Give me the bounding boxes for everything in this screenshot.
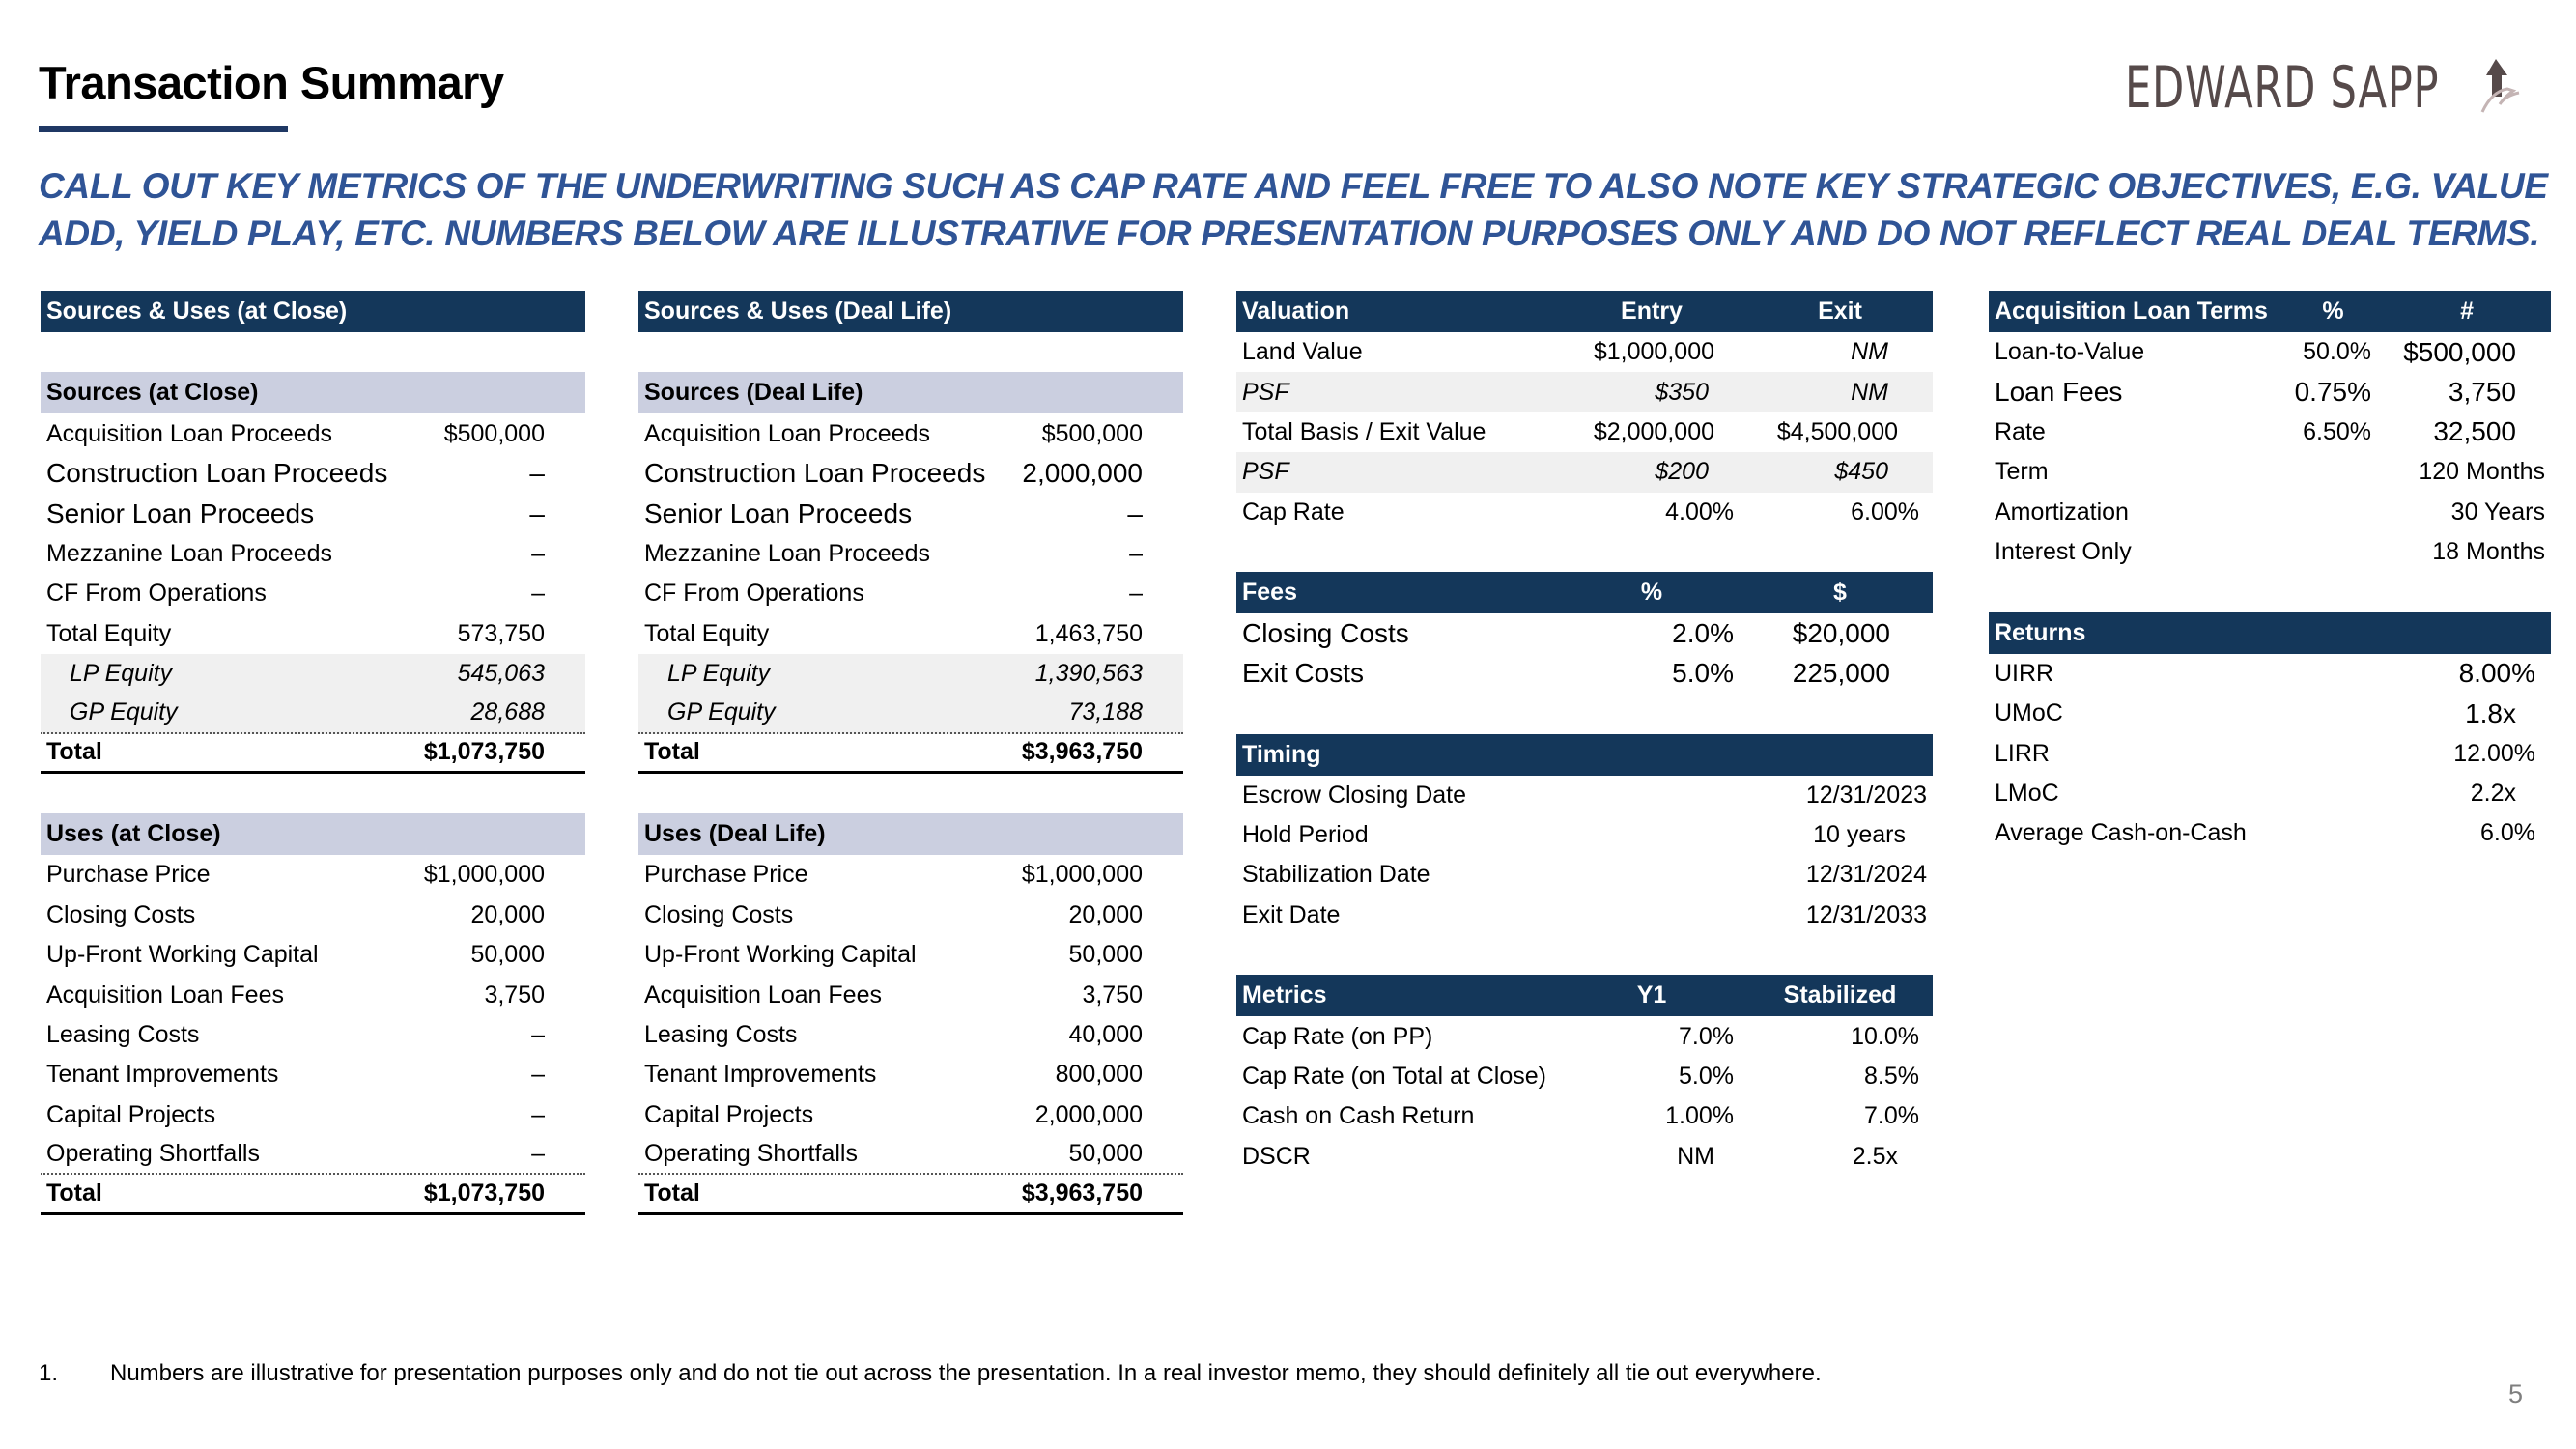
su-life-title: Sources & Uses (Deal Life)	[644, 298, 952, 325]
su-life-uses-0-value: $1,000,000	[1021, 861, 1143, 889]
returns-rows-1-value: 1.8x	[2465, 697, 2516, 728]
su-life-sources-3-label: Mezzanine Loan Proceeds	[644, 539, 931, 567]
table-row	[41, 1135, 585, 1175]
su-close-uses-total-value: $1,073,750	[423, 1179, 545, 1208]
su-life-uses-7-value: 50,000	[1068, 1140, 1143, 1168]
brand-name: EDWARD SAPP	[2125, 54, 2440, 122]
valuation-column	[1236, 291, 1933, 1177]
metrics-rows-2-y1: 1.00%	[1665, 1102, 1734, 1130]
total-row	[41, 1175, 585, 1214]
table-row	[41, 1095, 585, 1135]
su-close-sources-7-label: GP Equity	[70, 698, 178, 726]
table-row	[638, 895, 1183, 935]
loan-terms-rows-3-num: 120 Months	[2419, 458, 2545, 486]
su-life-uses-4-label: Leasing Costs	[644, 1021, 798, 1049]
table-row	[1236, 654, 1933, 694]
metrics-rows-3-label: DSCR	[1242, 1142, 1311, 1170]
su-life-sources-3-value: –	[1129, 539, 1143, 567]
loan-terms-rows-0-pct: 50.0%	[2303, 338, 2371, 366]
table-row	[638, 413, 1183, 453]
loan-terms-title: Acquisition Loan Terms	[1995, 298, 2268, 325]
table-row	[638, 454, 1183, 494]
fees-rows-1-amt: 225,000	[1792, 658, 1890, 689]
su-life-sources-2-value: –	[1127, 497, 1143, 528]
valuation-rows-2-label: Total Basis / Exit Value	[1242, 417, 1486, 445]
metrics-rows-1-y1: 5.0%	[1679, 1063, 1734, 1091]
valuation-title: Valuation	[1242, 298, 1350, 325]
su-life-uses-6-value: 2,000,000	[1034, 1100, 1143, 1128]
timing-header	[1236, 734, 1933, 776]
su-life-uses-5-value: 800,000	[1055, 1061, 1143, 1089]
su-close-sources-3-value: –	[531, 539, 545, 567]
table-row	[638, 534, 1183, 574]
table-row	[41, 935, 585, 975]
valuation-rows-1-label: PSF	[1242, 378, 1289, 406]
returns-rows-0-label: UIRR	[1995, 659, 2054, 687]
su-life-uses-5-label: Tenant Improvements	[644, 1061, 877, 1089]
returns-rows-1-label: UMoC	[1995, 699, 2063, 727]
table-row	[638, 975, 1183, 1014]
su-life-sources-6-value: 1,390,563	[1034, 659, 1143, 687]
valuation-rows-3-entry: $200	[1655, 458, 1709, 486]
loan-terms-col1: %	[2322, 298, 2344, 325]
table-row	[1236, 1137, 1933, 1177]
loan-terms-rows-3-label: Term	[1995, 458, 2049, 486]
loan-terms-rows-2-num: 32,500	[2433, 416, 2516, 447]
footnote-number: 1.	[39, 1360, 59, 1386]
metrics-rows-0-y1: 7.0%	[1679, 1022, 1734, 1050]
valuation-rows-4-exit: 6.00%	[1851, 497, 1919, 526]
timing-rows-0-value: 12/31/2023	[1805, 781, 1927, 809]
table-row	[1236, 1057, 1933, 1096]
section-header	[41, 813, 585, 855]
loan-terms-header	[1989, 291, 2551, 332]
table-row	[638, 1015, 1183, 1055]
su-close-uses-3-value: 3,750	[484, 980, 545, 1009]
su-life-uses-2-label: Up-Front Working Capital	[644, 941, 917, 969]
table-row	[41, 454, 585, 494]
table-row	[1236, 372, 1933, 412]
table-row	[41, 694, 585, 733]
section-header	[638, 813, 1183, 855]
table-row	[1236, 493, 1933, 532]
su-close-uses-0-value: $1,000,000	[423, 861, 545, 889]
su-life-sources-2-label: Senior Loan Proceeds	[644, 497, 913, 528]
su-life-sources-total-value: $3,963,750	[1021, 738, 1143, 766]
su-life-uses-total-value: $3,963,750	[1021, 1179, 1143, 1208]
table-row	[638, 494, 1183, 533]
table-row	[1989, 372, 2551, 412]
su-close-sources-5-value: 573,750	[457, 619, 545, 647]
returns-rows-4-label: Average Cash-on-Cash	[1995, 819, 2247, 847]
metrics-rows-0-label: Cap Rate (on PP)	[1242, 1022, 1433, 1050]
table-row	[1236, 895, 1933, 935]
fees-col2: $	[1833, 579, 1847, 607]
table-row	[1989, 654, 2551, 694]
metrics-header	[1236, 975, 1933, 1016]
su-close-uses-1-label: Closing Costs	[46, 900, 196, 928]
su-close-uses-5-value: –	[531, 1061, 545, 1089]
su-close-uses-4-value: –	[531, 1021, 545, 1049]
loan-terms-rows-0-label: Loan-to-Value	[1995, 338, 2145, 366]
su-life-uses-2-value: 50,000	[1068, 941, 1143, 969]
table-row	[41, 413, 585, 453]
table-row	[1236, 332, 1933, 372]
metrics-title: Metrics	[1242, 981, 1327, 1009]
valuation-rows-4-entry: 4.00%	[1665, 497, 1734, 526]
table-row	[638, 654, 1183, 694]
su-close-sources-6-label: LP Equity	[70, 659, 173, 687]
table-row	[1236, 452, 1933, 492]
timing-rows-2-label: Stabilization Date	[1242, 861, 1430, 889]
su-life-uses-3-label: Acquisition Loan Fees	[644, 980, 882, 1009]
su-life-sources-0-label: Acquisition Loan Proceeds	[644, 419, 931, 447]
metrics-rows-3-y1: NM	[1677, 1142, 1714, 1170]
valuation-rows-2-entry: $2,000,000	[1593, 417, 1714, 445]
returns-rows-0-value: 8.00%	[2458, 658, 2535, 689]
valuation-rows-0-exit: NM	[1851, 338, 1888, 366]
table-row	[638, 1055, 1183, 1094]
su-close-uses-6-label: Capital Projects	[46, 1100, 216, 1128]
loan-terms-rows-1-label: Loan Fees	[1995, 377, 2123, 408]
timing-rows-1-value: 10 years	[1813, 821, 1906, 849]
su-life-uses-6-label: Capital Projects	[644, 1100, 814, 1128]
metrics-col2: Stabilized	[1783, 981, 1897, 1009]
fees-rows-0-label: Closing Costs	[1242, 618, 1409, 649]
loan-terms-col2: #	[2460, 298, 2475, 325]
fees-rows-0-pct: 2.0%	[1672, 618, 1734, 649]
timing-title: Timing	[1242, 740, 1321, 768]
table-row	[1989, 332, 2551, 372]
fees-header	[1236, 572, 1933, 613]
fees-col1: %	[1640, 579, 1663, 607]
table-row	[41, 895, 585, 935]
valuation-col2: Exit	[1818, 298, 1862, 325]
timing-rows-3-label: Exit Date	[1242, 900, 1341, 928]
valuation-rows-1-exit: NM	[1851, 378, 1888, 406]
returns-rows-4-value: 6.0%	[2480, 819, 2535, 847]
title-underline	[39, 126, 288, 132]
su-close-sources-2-value: –	[529, 497, 545, 528]
loan-terms-column	[1989, 291, 2551, 854]
loan-terms-rows-2-label: Rate	[1995, 417, 2046, 445]
valuation-rows-3-label: PSF	[1242, 458, 1289, 486]
table-row	[1989, 774, 2551, 813]
returns-rows-3-value: 2.2x	[2470, 780, 2516, 808]
su-life-sources-title: Sources (Deal Life)	[644, 379, 863, 407]
page-title: Transaction Summary	[39, 57, 504, 108]
su-close-sources-0-label: Acquisition Loan Proceeds	[46, 419, 333, 447]
table-row	[41, 534, 585, 574]
table-row	[638, 694, 1183, 733]
returns-rows-2-value: 12.00%	[2453, 739, 2535, 767]
su-close-uses-title: Uses (at Close)	[46, 820, 221, 848]
loan-terms-rows-4-label: Amortization	[1995, 497, 2129, 526]
su-life-sources-7-label: GP Equity	[667, 698, 776, 726]
su-close-sources-6-value: 545,063	[457, 659, 545, 687]
su-life-sources-4-value: –	[1129, 580, 1143, 608]
table-row	[1989, 694, 2551, 733]
returns-rows-2-label: LIRR	[1995, 739, 2050, 767]
su-life-sources-4-label: CF From Operations	[644, 580, 864, 608]
su-close-uses-5-label: Tenant Improvements	[46, 1061, 279, 1089]
total-row	[41, 734, 585, 774]
valuation-col1: Entry	[1621, 298, 1683, 325]
table-row	[1236, 1016, 1933, 1056]
loan-terms-rows-5-num: 18 Months	[2432, 538, 2545, 566]
su-close-title: Sources & Uses (at Close)	[46, 298, 348, 325]
sources-uses-deal-life-table	[638, 291, 1183, 1215]
fees-title: Fees	[1242, 579, 1297, 607]
section-header	[638, 372, 1183, 413]
valuation-rows-0-label: Land Value	[1242, 338, 1363, 366]
su-close-sources-total-value: $1,073,750	[423, 738, 545, 766]
su-life-sources-6-label: LP Equity	[667, 659, 771, 687]
metrics-rows-3-stab: 2.5x	[1852, 1142, 1898, 1170]
su-close-uses-6-value: –	[531, 1100, 545, 1128]
table-row	[1989, 493, 2551, 532]
su-close-uses-2-value: 50,000	[470, 941, 545, 969]
su-life-sources-1-value: 2,000,000	[1022, 458, 1143, 489]
loan-terms-rows-0-num: $500,000	[2403, 336, 2516, 367]
su-close-sources-title: Sources (at Close)	[46, 379, 259, 407]
metrics-rows-1-stab: 8.5%	[1864, 1063, 1919, 1091]
timing-rows-1-label: Hold Period	[1242, 821, 1369, 849]
valuation-rows-2-exit: $4,500,000	[1776, 417, 1898, 445]
footnote-text: Numbers are illustrative for presentation purposes only and do not tie out across the presentation. In a real investor memo, they should definitely all tie out everywhere.	[110, 1360, 1822, 1386]
returns-title: Returns	[1995, 618, 2086, 646]
timing-rows-2-value: 12/31/2024	[1805, 861, 1927, 889]
valuation-rows-3-exit: $450	[1834, 458, 1888, 486]
valuation-rows-1-entry: $350	[1655, 378, 1709, 406]
loan-terms-rows-1-pct: 0.75%	[2294, 377, 2371, 408]
valuation-header	[1236, 291, 1933, 332]
timing-rows-3-value: 12/31/2033	[1805, 900, 1927, 928]
callout-text: CALL OUT KEY METRICS OF THE UNDERWRITING SUCH AS CAP RATE AND FEEL FREE TO ALSO NOTE KEY STRATEGIC OBJECTIVES, E.G. VALUE ADD, YIELD PLAY, ETC. NUMBERS BELOW ARE ILLUSTRATIVE FOR PRESENTATION PURPOSES ONLY AND DO NOT REFLECT REAL DEAL TERMS.	[39, 166, 2548, 253]
loan-terms-rows-1-num: 3,750	[2448, 377, 2516, 408]
su-life-sources-5-value: 1,463,750	[1034, 619, 1143, 647]
table-row	[41, 1015, 585, 1055]
su-close-uses-0-label: Purchase Price	[46, 861, 211, 889]
su-life-uses-total-label: Total	[644, 1179, 700, 1208]
su-close-sources-4-value: –	[531, 580, 545, 608]
table-row	[638, 613, 1183, 653]
table-row	[1236, 613, 1933, 653]
table-row	[41, 855, 585, 895]
table-row	[1236, 855, 1933, 895]
su-close-uses-1-value: 20,000	[470, 900, 545, 928]
total-row	[638, 734, 1183, 774]
table-row	[638, 1095, 1183, 1135]
table-header	[638, 291, 1183, 332]
table-row	[41, 1055, 585, 1094]
su-life-sources-total-label: Total	[644, 738, 700, 766]
returns-header	[1989, 612, 2551, 654]
su-close-uses-7-label: Operating Shortfalls	[46, 1140, 260, 1168]
table-row	[1236, 815, 1933, 855]
su-life-sources-0-value: $500,000	[1041, 419, 1143, 447]
returns-rows-3-label: LMoC	[1995, 780, 2059, 808]
metrics-rows-2-stab: 7.0%	[1864, 1102, 1919, 1130]
su-close-uses-3-label: Acquisition Loan Fees	[46, 980, 284, 1009]
su-life-sources-7-value: 73,188	[1068, 698, 1143, 726]
table-row	[41, 613, 585, 653]
su-close-sources-total-label: Total	[46, 738, 102, 766]
su-life-uses-4-value: 40,000	[1068, 1021, 1143, 1049]
su-close-uses-4-label: Leasing Costs	[46, 1021, 200, 1049]
su-close-uses-7-value: –	[531, 1140, 545, 1168]
metrics-rows-1-label: Cap Rate (on Total at Close)	[1242, 1063, 1546, 1091]
fees-rows-1-pct: 5.0%	[1672, 658, 1734, 689]
su-close-sources-4-label: CF From Operations	[46, 580, 267, 608]
page-number: 5	[2508, 1379, 2524, 1408]
metrics-rows-0-stab: 10.0%	[1851, 1022, 1919, 1050]
table-row	[638, 574, 1183, 613]
su-close-sources-2-label: Senior Loan Proceeds	[46, 497, 315, 528]
sources-uses-close-table	[41, 291, 585, 1215]
su-life-uses-0-label: Purchase Price	[644, 861, 808, 889]
table-row	[1989, 412, 2551, 452]
footnote	[39, 1360, 1822, 1387]
timing-rows-0-label: Escrow Closing Date	[1242, 781, 1467, 809]
table-row	[1989, 532, 2551, 572]
su-life-uses-1-label: Closing Costs	[644, 900, 794, 928]
table-row	[41, 494, 585, 533]
table-row	[41, 654, 585, 694]
metrics-rows-2-label: Cash on Cash Return	[1242, 1102, 1475, 1130]
total-row	[638, 1175, 1183, 1214]
table-row	[638, 935, 1183, 975]
table-row	[638, 855, 1183, 895]
su-close-uses-2-label: Up-Front Working Capital	[46, 941, 319, 969]
su-close-sources-3-label: Mezzanine Loan Proceeds	[46, 539, 333, 567]
table-header	[41, 291, 585, 332]
su-close-uses-total-label: Total	[46, 1179, 102, 1208]
su-life-sources-5-label: Total Equity	[644, 619, 770, 647]
su-life-uses-3-value: 3,750	[1082, 980, 1143, 1009]
table-row	[41, 975, 585, 1014]
loan-terms-rows-5-label: Interest Only	[1995, 538, 2132, 566]
fees-rows-1-label: Exit Costs	[1242, 658, 1365, 689]
su-close-sources-7-value: 28,688	[470, 698, 545, 726]
metrics-col1: Y1	[1636, 981, 1667, 1009]
su-close-sources-1-label: Construction Loan Proceeds	[46, 458, 388, 489]
table-row	[1989, 813, 2551, 853]
table-row	[638, 1135, 1183, 1175]
su-close-sources-5-label: Total Equity	[46, 619, 172, 647]
loan-terms-rows-2-pct: 6.50%	[2303, 417, 2371, 445]
su-life-uses-title: Uses (Deal Life)	[644, 820, 826, 848]
valuation-rows-0-entry: $1,000,000	[1593, 338, 1714, 366]
arrow-up-logo-icon	[2480, 56, 2525, 116]
valuation-rows-4-label: Cap Rate	[1242, 497, 1345, 526]
table-row	[1236, 1096, 1933, 1136]
section-header	[41, 372, 585, 413]
su-close-sources-1-value: –	[529, 458, 545, 489]
su-close-sources-0-value: $500,000	[443, 419, 545, 447]
su-life-uses-7-label: Operating Shortfalls	[644, 1140, 858, 1168]
table-row	[1989, 452, 2551, 492]
loan-terms-rows-4-num: 30 Years	[2450, 497, 2545, 526]
fees-rows-0-amt: $20,000	[1792, 618, 1890, 649]
su-life-sources-1-label: Construction Loan Proceeds	[644, 458, 986, 489]
su-life-uses-1-value: 20,000	[1068, 900, 1143, 928]
table-row	[1236, 776, 1933, 815]
table-row	[41, 574, 585, 613]
table-row	[1989, 734, 2551, 774]
table-row	[1236, 412, 1933, 452]
